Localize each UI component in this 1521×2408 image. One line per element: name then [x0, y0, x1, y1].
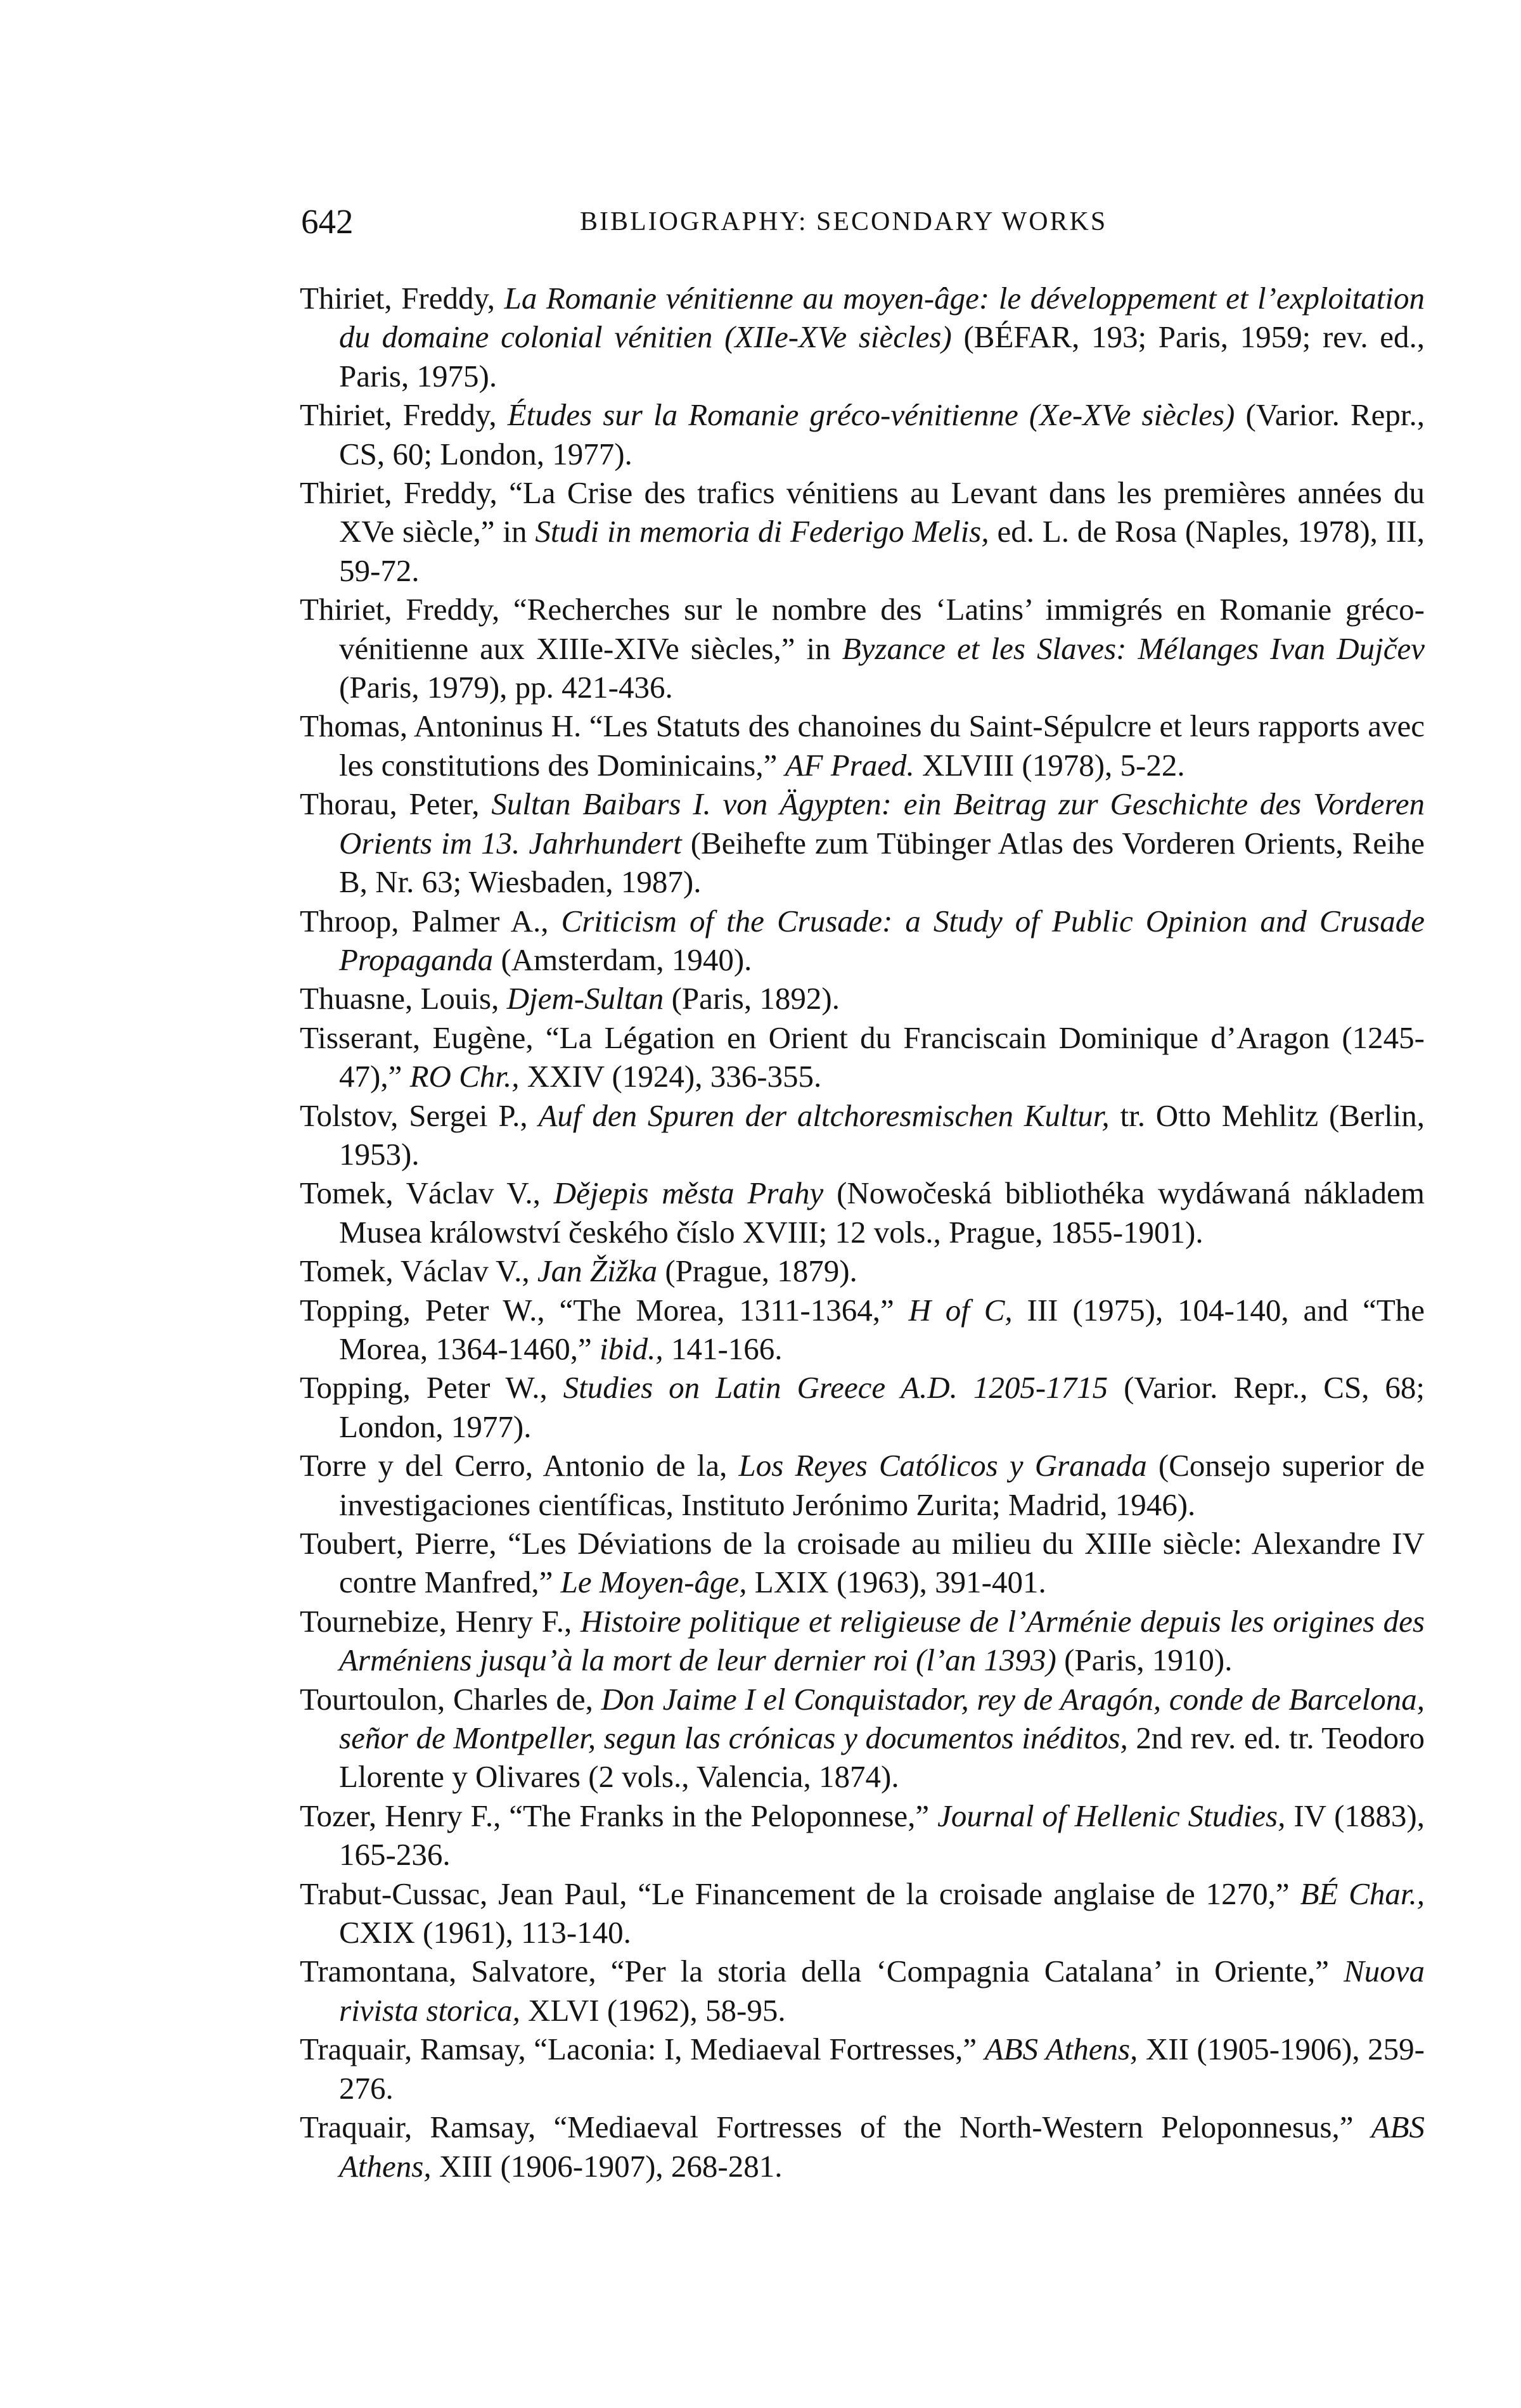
bibliography-entry — [300, 1796, 1425, 1874]
entry-title: H of C, — [908, 1292, 1013, 1328]
entry-title: Dějepis města Prahy — [553, 1175, 824, 1211]
entry-title: Auf den Spuren der altchoresmischen Kultur, — [538, 1098, 1110, 1133]
entry-text: tr. Otto Mehlitz (Berlin, 1953). — [339, 1098, 1425, 1172]
bibliography-entry — [300, 1952, 1425, 2030]
entry-title: BÉ Char., — [1300, 1876, 1425, 1911]
entry-title: ABS Athens, — [339, 2110, 1425, 2184]
entry-text: Toubert, Pierre, “Les Déviations de la croisade au milieu du XIIIe siècle: Alexandre IV contre Manfred,” — [300, 1526, 1425, 1600]
entry-text: CXIX (1961), 113-140. — [339, 1915, 631, 1950]
bibliography-list — [300, 279, 1425, 2186]
entry-title: Criticism of the Crusade: a Study of Public Opinion and Crusade Propaganda — [339, 903, 1425, 977]
bibliography-entry — [300, 707, 1425, 785]
bibliography-entry — [300, 2108, 1425, 2186]
entry-text: (BÉFAR, 193; Paris, 1959; rev. ed., Paris, 1975). — [339, 319, 1425, 394]
bibliography-entry — [300, 1018, 1425, 1096]
entry-text: (Consejo superior de investigaciones científicas, Instituto Jerónimo Zurita; Madrid, 1946). — [339, 1448, 1425, 1522]
entry-title: RO Chr., — [409, 1059, 520, 1094]
entry-text: ed. L. de Rosa (Naples, 1978), III, 59-72. — [339, 514, 1425, 588]
entry-title: La Romanie vénitienne au moyen-âge: le développement et l’exploitation du domaine colonial vénitien (XIIe-XVe siècles) — [339, 281, 1425, 355]
entry-text: LXIX (1963), 391-401. — [747, 1565, 1046, 1600]
entry-title: Nuova rivista storica, — [339, 1954, 1425, 2028]
bibliography-entry — [300, 785, 1425, 901]
entry-title: ibid., — [599, 1331, 664, 1366]
entry-title: Le Moyen-âge, — [560, 1565, 747, 1600]
entry-text: XLVIII (1978), 5-22. — [914, 747, 1185, 783]
entry-text: Throop, Palmer A., — [300, 903, 562, 938]
bibliography-entry — [300, 1602, 1425, 1680]
entry-text: (Nowočeská bibliothéka wydáwaná nákladem Musea králowství českého číslo XVIII; 12 vols., Prague, 1855-1901). — [339, 1175, 1425, 1250]
entry-title: Histoire politique et religieuse de l’Arménie depuis les origines des Arméniens jusqu’à la mort de leur dernier roi (l’an 1393) — [339, 1603, 1425, 1678]
bibliography-entry — [300, 1291, 1425, 1369]
bibliography-entry — [300, 1096, 1425, 1174]
bibliography-entry — [300, 395, 1425, 473]
entry-text: Topping, Peter W., “The Morea, 1311-1364,” — [300, 1292, 909, 1328]
entry-text: Traquair, Ramsay, “Mediaeval Fortresses of the North-Western Peloponnesus,” — [300, 2110, 1371, 2145]
entry-text: (Paris, 1979), pp. 421-436. — [339, 670, 673, 705]
entry-text: Torre y del Cerro, Antonio de la, — [300, 1448, 739, 1483]
entry-text: Tomek, Václav V., — [300, 1253, 537, 1289]
entry-title: Études sur la Romanie gréco-vénitienne (Xe-XVe siècles) — [507, 397, 1235, 433]
entry-text: Tramontana, Salvatore, “Per la storia della ‘Compagnia Catalana’ in Oriente,” — [300, 1954, 1344, 1989]
entry-text: Trabut-Cussac, Jean Paul, “Le Financement de la croisade anglaise de 1270,” — [300, 1876, 1300, 1911]
bibliography-entry — [300, 1446, 1425, 1524]
entry-text: Thiriet, Freddy, — [300, 281, 504, 316]
entry-text: (Paris, 1910). — [1056, 1643, 1233, 1678]
entry-title: Jan Žižka — [537, 1253, 658, 1289]
entry-title: Sultan Baibars I. von Ägypten: ein Beitrag zur Geschichte des Vorderen Orients im 13. Jahrhundert — [339, 786, 1425, 861]
entry-text: III (1975), 104-140, and “The Morea, 1364-1460,” — [339, 1292, 1425, 1366]
page-header — [301, 196, 1239, 247]
entry-title: Byzance et les Slaves: Mélanges Ivan Dujčev — [842, 631, 1425, 666]
bibliography-entry — [300, 979, 1425, 1018]
bibliography-entry — [300, 1524, 1425, 1602]
bibliography-entry — [300, 1874, 1425, 1952]
entry-text: IV (1883), 165-236. — [339, 1798, 1425, 1873]
entry-text: Topping, Peter W., — [300, 1370, 563, 1406]
bibliography-entry — [300, 590, 1425, 707]
entry-text: Thorau, Peter, — [300, 786, 492, 822]
entry-text: Thiriet, Freddy, — [300, 397, 508, 433]
bibliography-entry — [300, 1252, 1425, 1290]
entry-text: (Beihefte zum Tübinger Atlas des Vorderen Orients, Reihe B, Nr. 63; Wiesbaden, 1987). — [339, 825, 1425, 900]
entry-text: Traquair, Ramsay, “Laconia: I, Mediaeval Fortresses,” — [300, 2032, 985, 2067]
bibliography-entry — [300, 279, 1425, 395]
entry-title: Studi in memoria di Federigo Melis, — [535, 514, 989, 549]
entry-text: XLVI (1962), 58-95. — [520, 1992, 786, 2028]
entry-text: 141-166. — [663, 1331, 783, 1366]
entry-text: Tomek, Václav V., — [300, 1175, 554, 1211]
entry-title: Los Reyes Católicos y Granada — [738, 1448, 1147, 1483]
entry-text: 2nd rev. ed. tr. Teodoro Llorente y Olivares (2 vols., Valencia, 1874). — [339, 1720, 1425, 1795]
entry-text: XXIV (1924), 336-355. — [519, 1059, 822, 1094]
entry-text: XII (1905-1906), 259-276. — [339, 2032, 1425, 2106]
entry-text: Tolstov, Sergei P., — [300, 1098, 539, 1133]
bibliography-entry — [300, 902, 1425, 980]
entry-text: Tourtoulon, Charles de, — [300, 1681, 601, 1717]
entry-text: Thuasne, Louis, — [300, 981, 507, 1016]
entry-text: Thomas, Antoninus H. “Les Statuts des chanoines du Saint-Sépulcre et leurs rapports avec les constitutions des Dominicains,” — [300, 708, 1425, 783]
entry-title: AF Praed. — [785, 747, 915, 783]
entry-title: Don Jaime I el Conquistador, rey de Aragón, conde de Barcelona, señor de Montpeller, segun las crónicas y documentos inéditos, — [339, 1681, 1425, 1756]
bibliography-entry — [300, 473, 1425, 590]
entry-text: (Amsterdam, 1940). — [493, 942, 752, 977]
entry-text: Thiriet, Freddy, “Recherches sur le nombre des ‘Latins’ immigrés en Romanie gréco-vénitienne aux XIIIe-XIVe siècles,” in — [300, 592, 1425, 666]
entry-text: Thiriet, Freddy, “La Crise des trafics vénitiens au Levant dans les premières années du XVe siècle,” in — [300, 475, 1425, 549]
entry-text: (Varior. Repr., CS, 68; London, 1977). — [339, 1370, 1425, 1444]
entry-title: Journal of Hellenic Studies, — [937, 1798, 1286, 1833]
entry-text: Tisserant, Eugène, “La Légation en Orient du Franciscain Dominique d’Aragon (1245-47),” — [300, 1020, 1425, 1094]
entry-text: XIII (1906-1907), 268-281. — [431, 2148, 783, 2184]
entry-title: Djem-Sultan — [506, 981, 664, 1016]
entry-text: Tournebize, Henry F., — [300, 1603, 581, 1639]
entry-text: Tozer, Henry F., “The Franks in the Peloponnese,” — [300, 1798, 938, 1833]
bibliography-entry — [300, 1368, 1425, 1446]
entry-text: (Prague, 1879). — [657, 1253, 857, 1289]
entry-text: (Varior. Repr., CS, 60; London, 1977). — [339, 397, 1425, 471]
bibliography-entry — [300, 1174, 1425, 1252]
entry-title: Studies on Latin Greece A.D. 1205-1715 — [563, 1370, 1108, 1406]
bibliography-entry — [300, 2030, 1425, 2108]
entry-text: (Paris, 1892). — [664, 981, 840, 1016]
entry-title: ABS Athens, — [984, 2032, 1138, 2067]
page-number: 642 — [301, 202, 354, 241]
running-head: BIBLIOGRAPHY: SECONDARY WORKS — [580, 207, 1108, 236]
bibliography-entry — [300, 1680, 1425, 1796]
